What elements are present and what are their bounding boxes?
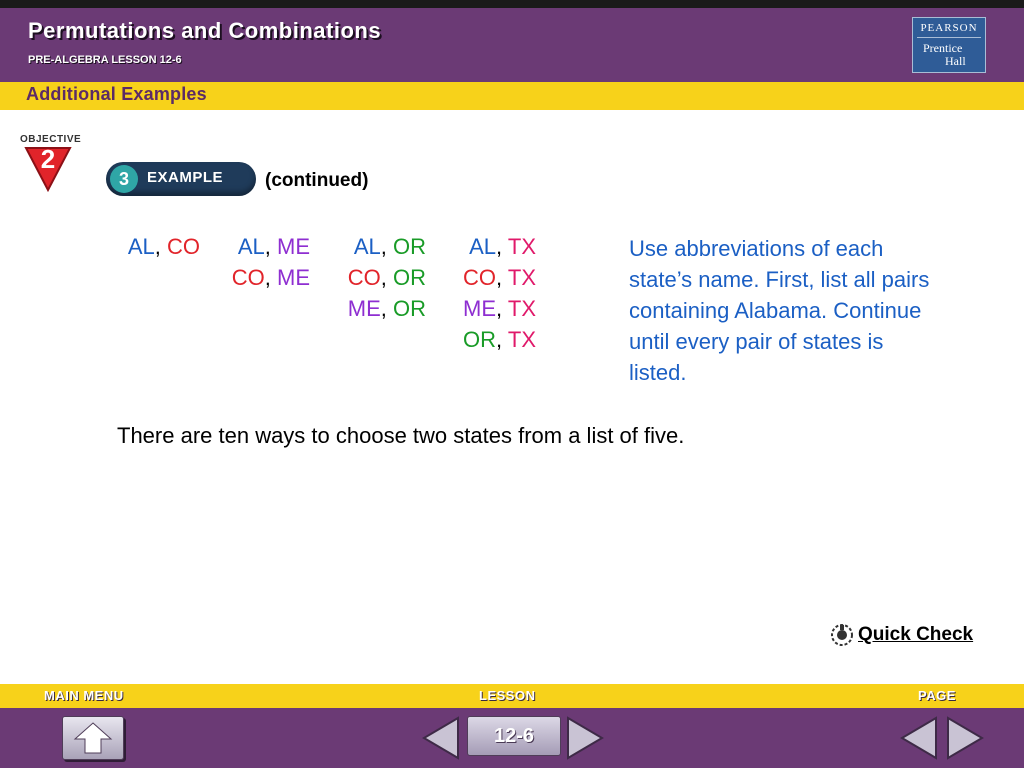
state-abbr: CO bbox=[167, 234, 200, 259]
state-abbr: OR bbox=[393, 296, 426, 321]
state-abbr: CO bbox=[463, 265, 497, 290]
state-abbr: TX bbox=[507, 296, 536, 321]
quick-check-link[interactable]: Quick Check bbox=[858, 624, 974, 645]
section-title: Additional Examples bbox=[26, 84, 207, 104]
state-pair bbox=[200, 265, 310, 291]
logo-line2: Prentice bbox=[923, 41, 963, 55]
objective-label: OBJECTIVE bbox=[20, 134, 82, 145]
pearson-logo bbox=[912, 17, 986, 73]
main-menu-button[interactable] bbox=[62, 716, 124, 760]
state-pair bbox=[200, 234, 310, 260]
page-subtitle: PRE-ALGEBRA LESSON 12-6 bbox=[28, 54, 182, 66]
lesson-next-arrow-icon[interactable] bbox=[566, 716, 606, 760]
home-arrow-icon bbox=[63, 717, 123, 759]
state-abbr: TX bbox=[507, 265, 536, 290]
state-abbr: ME bbox=[347, 296, 381, 321]
explanation-text: Use abbreviations of each state’s name. First, list all pairs containing Alabama. Continue until every pair of states is listed. bbox=[629, 236, 930, 385]
pair-separator: , bbox=[264, 265, 277, 290]
state-abbr: AL bbox=[469, 234, 497, 259]
state-abbr: AL bbox=[353, 234, 381, 259]
pair-separator: , bbox=[264, 234, 277, 259]
state-abbr: OR bbox=[393, 234, 426, 259]
page-next-arrow-icon[interactable] bbox=[946, 716, 986, 760]
continued-label: (continued) bbox=[265, 170, 369, 191]
conclusion-text: There are ten ways to choose two states from a list of five. bbox=[117, 423, 685, 448]
state-abbr: ME bbox=[463, 296, 497, 321]
state-pair bbox=[426, 327, 536, 353]
state-pair bbox=[316, 265, 426, 291]
state-abbr: OR bbox=[463, 327, 497, 352]
pair-separator: , bbox=[496, 234, 508, 259]
state-abbr: ME bbox=[277, 265, 310, 290]
state-pair bbox=[426, 234, 536, 260]
state-pair bbox=[316, 234, 426, 260]
state-abbr: OR bbox=[393, 265, 426, 290]
state-abbr: ME bbox=[277, 234, 310, 259]
state-pair bbox=[426, 296, 536, 322]
logo-line1: PEARSON bbox=[920, 22, 978, 34]
pair-separator: , bbox=[380, 234, 393, 259]
state-pair bbox=[90, 234, 200, 260]
example-label: EXAMPLE bbox=[147, 169, 224, 186]
state-pair bbox=[426, 265, 536, 291]
pair-separator: , bbox=[496, 327, 508, 352]
pair-separator: , bbox=[496, 296, 508, 321]
pair-separator: , bbox=[380, 265, 393, 290]
lesson-previous-arrow-icon[interactable] bbox=[420, 716, 460, 760]
lesson-label: LESSON bbox=[479, 688, 536, 703]
state-abbr: TX bbox=[507, 327, 536, 352]
pair-separator: , bbox=[496, 265, 508, 290]
state-abbr: TX bbox=[507, 234, 536, 259]
state-abbr: CO bbox=[347, 265, 381, 290]
pair-separator: , bbox=[380, 296, 393, 321]
page-label: PAGE bbox=[918, 688, 956, 703]
pair-separator: , bbox=[154, 234, 167, 259]
quick-check-icon[interactable] bbox=[830, 623, 854, 647]
state-abbr: AL bbox=[237, 234, 265, 259]
top-border bbox=[0, 0, 1024, 8]
state-abbr: AL bbox=[127, 234, 155, 259]
lesson-number: 12-6 bbox=[467, 716, 561, 756]
page-previous-arrow-icon[interactable] bbox=[898, 716, 938, 760]
page-title: Permutations and Combinations bbox=[28, 18, 382, 43]
state-pair bbox=[316, 296, 426, 322]
logo-line3: Hall bbox=[945, 54, 966, 68]
state-abbr: CO bbox=[231, 265, 265, 290]
logo-divider bbox=[917, 37, 981, 38]
main-menu-label: MAIN MENU bbox=[44, 688, 124, 703]
example-number: 3 bbox=[110, 165, 138, 193]
objective-number: 2 bbox=[40, 144, 56, 174]
